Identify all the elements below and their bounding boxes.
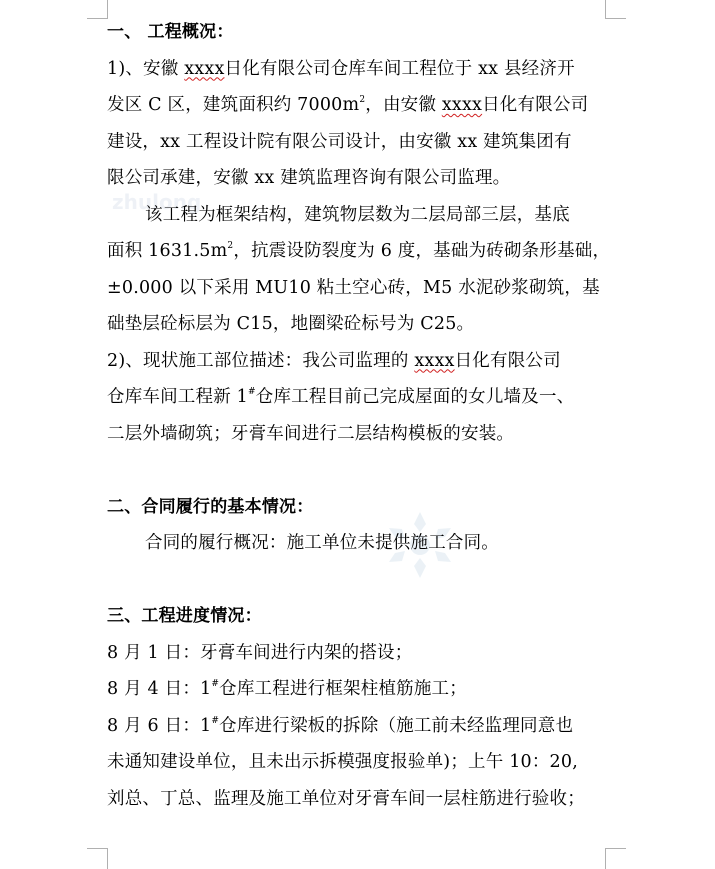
margin-corner-mark xyxy=(87,0,108,19)
margin-corner-mark xyxy=(605,848,626,869)
spellcheck-mark: xxxx xyxy=(184,58,225,79)
paragraph-line: 仓库车间工程新 1#仓库工程目前己完成屋面的女儿墙及一、 xyxy=(107,387,575,407)
paragraph-line: 合同的履行概况：施工单位未提供施工合同。 xyxy=(145,533,499,553)
paragraph-line: 建设，xx 工程设计院有限公司设计，由安徽 xx 建筑集团有 xyxy=(107,131,572,152)
section-heading: 一、 工程概况： xyxy=(107,22,234,42)
progress-entry: 8 月 6 日：1#仓库进行梁板的拆除（施工前未经监理同意也 xyxy=(107,715,574,736)
paragraph-line: 限公司承建，安徽 xx 建筑监理咨询有限公司监理。 xyxy=(107,168,511,188)
paragraph-line: 面积 $1631.5m^2$，抗震设防裂度为 6 度，基础为砖砌条形基础， xyxy=(107,241,611,261)
paragraph-line: 2)、现状施工部位描述：我公司监理的 xxxx日化有限公司 xyxy=(107,350,561,371)
progress-entry: 8 月 1 日：牙膏车间进行内架的搭设； xyxy=(107,642,413,663)
paragraph-line: 础垫层砼标层为 C15，地圈梁砼标号为 C25。 xyxy=(107,314,475,334)
blank-line xyxy=(107,562,607,599)
progress-entry: 8 月 4 日：1#仓库工程进行框架柱植筋施工； xyxy=(107,679,467,699)
paragraph-line: 发区 C 区，建筑面积约 $7000m^2$，由安徽 xxxx日化有限公司 xyxy=(107,95,589,115)
margin-corner-mark xyxy=(87,848,108,869)
blank-line xyxy=(107,452,607,489)
watermark-text: zhulong xyxy=(112,190,202,214)
section-heading: 三、工程进度情况： xyxy=(107,606,262,626)
paragraph-line: 该工程为框架结构，建筑物层数为二层局部三层，基底 xyxy=(145,204,570,225)
progress-entry-continued: 刘总、丁总、监理及施工单位对牙膏车间一层柱筋进行验收； xyxy=(107,788,585,809)
spellcheck-mark: xxxx xyxy=(414,350,455,371)
paragraph-line: 二层外墙砌筑；牙膏车间进行二层结构模板的安装。 xyxy=(107,423,515,444)
document-body xyxy=(107,14,611,817)
progress-entry-continued: 未通知建设单位，且未出示拆模强度报验单)；上午 10：20, xyxy=(107,752,578,772)
spellcheck-mark: xxxx xyxy=(441,95,483,115)
margin-corner-mark xyxy=(605,0,626,19)
section-heading: 二、合同履行的基本情况： xyxy=(107,496,314,517)
paragraph-line: ±0.000 以下采用 MU10 粘土空心砖，M5 水泥砂浆砌筑，基 xyxy=(107,277,600,298)
paragraph-line: 1)、安徽 xxxx日化有限公司仓库车间工程位于 xx 县经济开 xyxy=(107,58,575,79)
